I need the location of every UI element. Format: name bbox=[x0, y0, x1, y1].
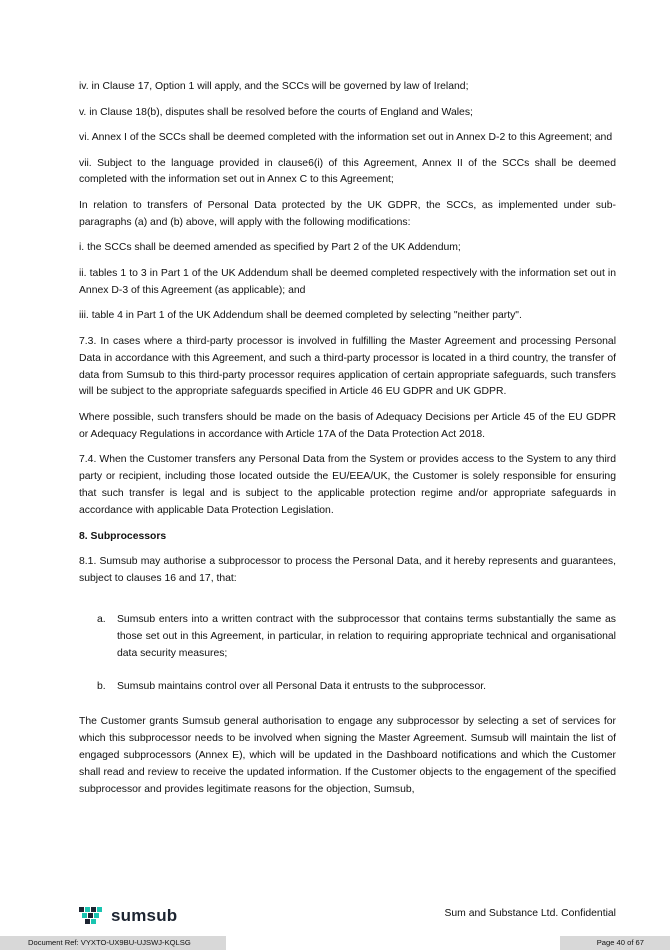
closing-paragraph: The Customer grants Sumsub general authorisation to engage any subprocessor by selecting a set of services for which this subprocessor needs to be involved when signing the Master Agreement. Sumsub will maintain the list of engaged subprocessors (Annex E), which will be updated in the Dashboard notifications and which the Customer shall read and review to receive the updated information. If the Customer objects to the engagement of the specified subprocessor and provides legitimate reasons for the objection, Sumsub, bbox=[79, 716, 616, 795]
paragraph: i. the SCCs shall be deemed amended as specified by Part 2 of the UK Addendum; bbox=[79, 242, 461, 254]
paragraph: vi. Annex I of the SCCs shall be deemed completed with the information set out in Annex D-2 to this Agreement; and bbox=[79, 132, 613, 143]
list-item-text: Sumsub enters into a written contract with the subprocessor that contains terms substantially the same as those set out in this Agreement, in particular, in relation to requiring appropriate technical and organisational data security measures; bbox=[117, 614, 616, 660]
list-marker: b. bbox=[97, 681, 106, 693]
paragraph: ii. tables 1 to 3 in Part 1 of the UK Addendum shall be deemed completed respectively with the information set out in Annex D-3 of this Agreement (as applicable); and bbox=[79, 267, 616, 296]
paragraph: 7.4. When the Customer transfers any Personal Data from the System or provides access to the System to any third party or recipient, including those located outside the EU/EEA/UK, the Customer is solely responsible for ensuring that such transfer is legal and is subject to the applicable protection regime and/or appropriate safeguards in accordance with applicable Data Protection Legislation. bbox=[79, 454, 616, 517]
section-heading: 8. Subprocessors bbox=[79, 530, 167, 542]
paragraph: v. in Clause 18(b), disputes shall be resolved before the courts of England and Wales; bbox=[79, 106, 473, 118]
paragraph: Where possible, such transfers should be made on the basis of Adequacy Decisions per Article 45 of the EU GDPR or Adequacy Regulations in accordance with Article 17A of the Data Protection Act 2018. bbox=[79, 411, 616, 440]
paragraph: 7.3. In cases where a third-party processor is involved in fulfilling the Master Agreement and processing Personal Data in accordance with this Agreement, and such a third-party processor is located in a third country, the transfer of data from Sumsub to this third-party processor requires application of certain appropriate safeguards, such transfers will be subject to the appropriate safeguards specified in Article 46 EU GDPR and UK GDPR. bbox=[79, 335, 616, 398]
list-item bbox=[79, 679, 616, 696]
list-item-text: Sumsub maintains control over all Personal Data it entrusts to the subprocessor. bbox=[117, 681, 487, 693]
paragraph: In relation to transfers of Personal Data protected by the UK GDPR, the SCCs, as implemented under sub-paragraphs (a) and (b) above, will apply with the following modifications: bbox=[79, 199, 616, 228]
document-reference: Document Ref: VYXTO-UX9BU-UJSWJ-KQLSG bbox=[0, 936, 226, 950]
list-marker: a. bbox=[97, 614, 106, 626]
section-intro: 8.1. Sumsub may authorise a subprocessor to process the Personal Data, and it hereby represents and guarantees, subject to clauses 16 and 17, that: bbox=[79, 556, 616, 584]
company-logo bbox=[79, 905, 177, 927]
list-item bbox=[79, 612, 616, 663]
paragraph: vii. Subject to the language provided in clause6(i) of this Agreement, Annex II of the SCCs shall be deemed completed with the information set out in Annex C to this Agreement; bbox=[79, 157, 616, 186]
paragraph: iii. table 4 in Part 1 of the UK Addendum shall be deemed completed by selecting "neither party". bbox=[79, 310, 522, 322]
page-number: Page 40 of 67 bbox=[560, 936, 670, 950]
page-body bbox=[79, 79, 616, 807]
sumsub-logo-icon bbox=[79, 905, 105, 927]
logo-wordmark: sumsub bbox=[111, 906, 178, 925]
paragraph: iv. in Clause 17, Option 1 will apply, and the SCCs will be governed by law of Ireland; bbox=[79, 81, 469, 92]
confidentiality-notice: Sum and Substance Ltd. Confidential bbox=[444, 908, 616, 919]
subprocessor-conditions-list bbox=[79, 612, 616, 696]
